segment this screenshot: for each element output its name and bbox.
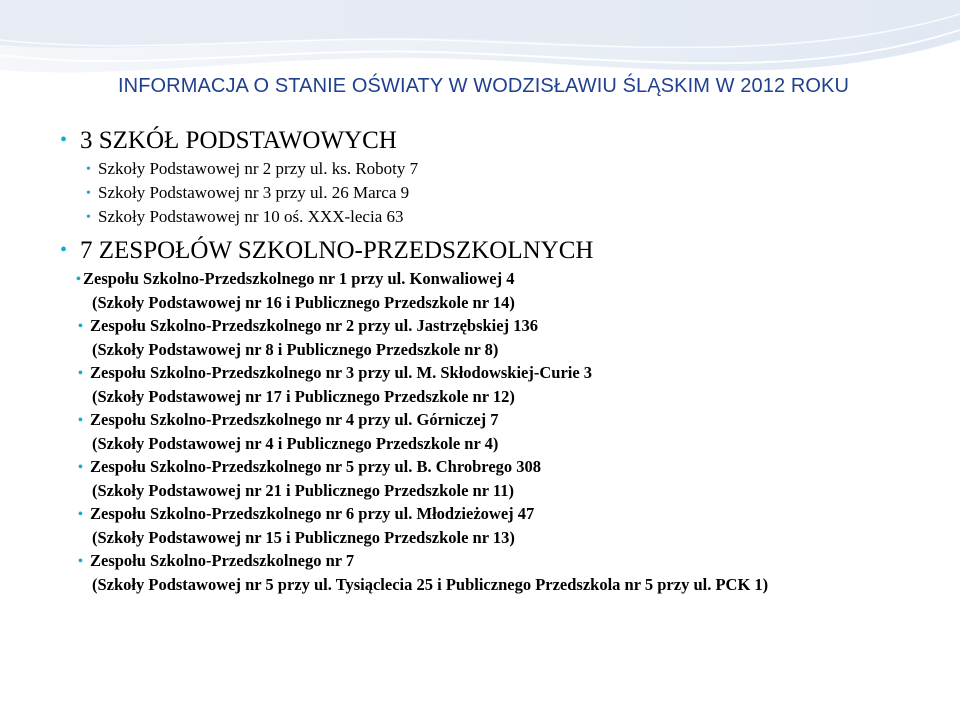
bullet-icon: • — [86, 186, 91, 201]
list-item-detail: (Szkoły Podstawowej nr 17 i Publicznego Przedszkole nr 12) — [92, 386, 515, 406]
bullet-icon: • — [60, 239, 68, 261]
list-item: • Zespołu Szkolno-Przedszkolnego nr 1 przy ul. Konwaliowej 4 — [60, 267, 940, 291]
list-item-detail: (Szkoły Podstawowej nr 15 i Publicznego Przedszkole nr 13) — [92, 527, 515, 547]
bullet-icon: • — [78, 366, 83, 381]
complexes-heading: 7 ZESPOŁÓW SZKOLNO-PRZEDSZKOLNYCH — [80, 237, 594, 264]
bullet-icon: • — [78, 460, 83, 475]
bullet-icon: • — [78, 413, 83, 428]
list-item: • Zespołu Szkolno-Przedszkolnego nr 2 przy ul. Jastrzębskiej 136 — [60, 314, 940, 338]
list-item-detail: (Szkoły Podstawowej nr 16 i Publicznego Przedszkole nr 14) — [92, 292, 515, 312]
list-item-detail: (Szkoły Podstawowej nr 21 i Publicznego Przedszkole nr 11) — [92, 480, 514, 500]
content-list — [60, 123, 940, 596]
list-item-detail: (Szkoły Podstawowej nr 8 i Publicznego Przedszkole nr 8) — [92, 339, 499, 359]
list-item: • Zespołu Szkolno-Przedszkolnego nr 6 przy ul. Młodzieżowej 47 — [60, 502, 940, 526]
list-item: • Zespołu Szkolno-Przedszkolnego nr 7 — [60, 549, 940, 573]
list-item: • Zespołu Szkolno-Przedszkolnego nr 4 przy ul. Górniczej 7 — [60, 408, 940, 432]
complexes-heading-row — [60, 233, 940, 267]
list-item: • Zespołu Szkolno-Przedszkolnego nr 3 przy ul. M. Skłodowskiej-Curie 3 — [60, 361, 940, 385]
bullet-icon: • — [60, 129, 68, 151]
bullet-icon: • — [86, 162, 91, 177]
schools-heading-row — [60, 123, 940, 157]
list-item: • Szkoły Podstawowej nr 10 oś. XXX-lecia 63 — [60, 205, 940, 229]
schools-heading: 3 SZKÓŁ PODSTAWOWYCH — [80, 127, 397, 154]
list-item-detail: (Szkoły Podstawowej nr 5 przy ul. Tysiąclecia 25 i Publicznego Przedszkola nr 5 przy ul. PCK 1) — [92, 574, 769, 594]
page-title: INFORMACJA O STANIE OŚWIATY W WODZISŁAWIU ŚLĄSKIM W 2012 ROKU — [118, 75, 850, 97]
list-item-detail: (Szkoły Podstawowej nr 4 i Publicznego Przedszkole nr 4) — [92, 433, 499, 453]
bullet-icon: • — [78, 319, 83, 334]
list-item: • Zespołu Szkolno-Przedszkolnego nr 5 przy ul. B. Chrobrego 308 — [60, 455, 940, 479]
bullet-icon: • — [76, 272, 81, 287]
list-item: • Szkoły Podstawowej nr 2 przy ul. ks. Roboty 7 — [60, 157, 940, 181]
bullet-icon: • — [78, 554, 83, 569]
bullet-icon: • — [78, 507, 83, 522]
list-item: • Szkoły Podstawowej nr 3 przy ul. 26 Marca 9 — [60, 181, 940, 205]
bullet-icon: • — [86, 210, 91, 225]
